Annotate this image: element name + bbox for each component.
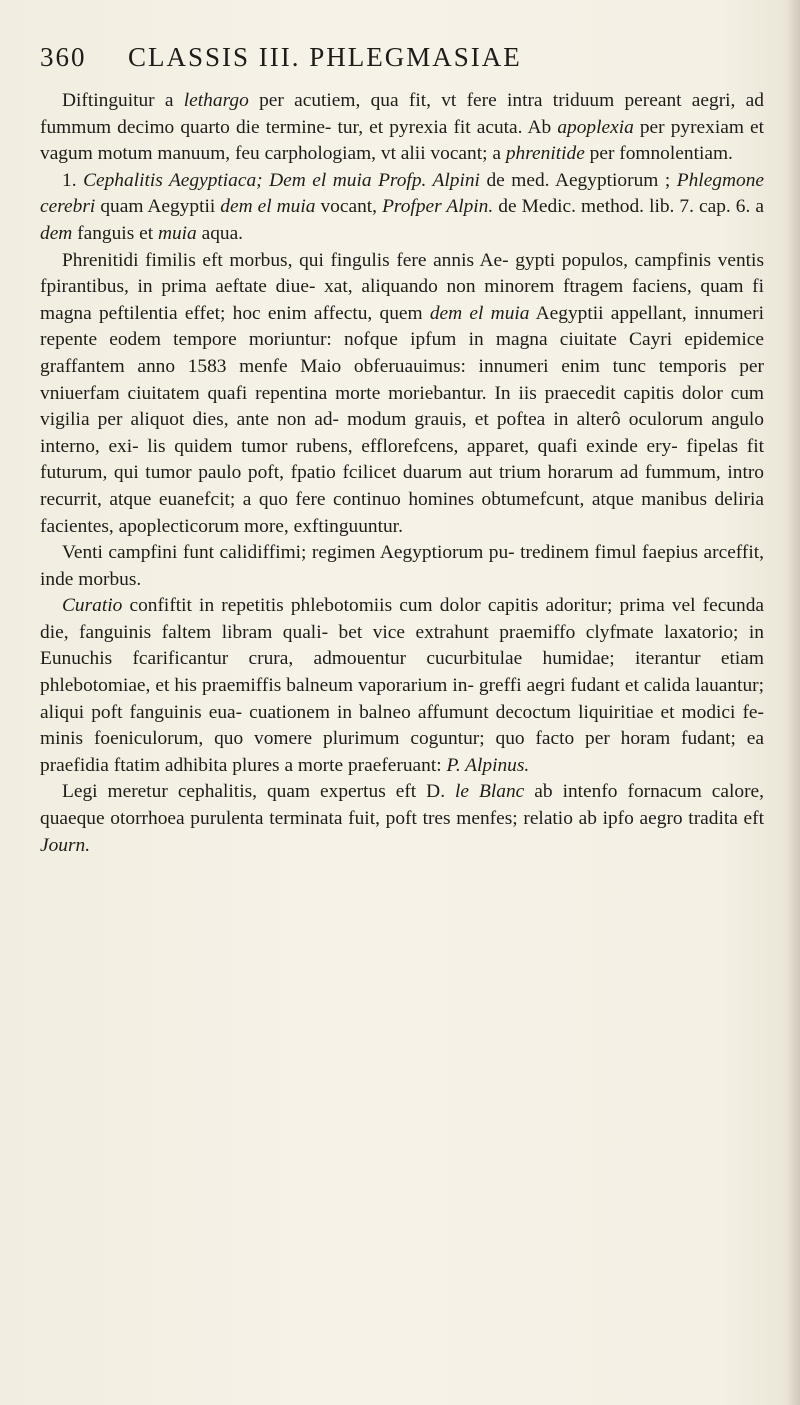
italic-text-run: Journ. (40, 834, 91, 856)
page-edge-shadow (786, 0, 800, 1405)
paragraph-le-blanc (40, 779, 764, 859)
italic-text-run: apoplexia (557, 116, 634, 138)
text-run: confiftit in repetitis phlebotomiis cum dolor capitis adoritur; prima vel fecunda die, fanguinis faltem libram quali- bet vice extrahunt praemiffo clyfmate laxatorio; in Eunuchis fcarificantur crura, admouentur cucurbitulae humidae; iterantur etiam phlebotomiae, et his praemiffis balneum vaporarium in- greffi aegri fudant et calida lauantur; aliqui poft fanguinis eua- cuationem in balneo affumunt decoctum liquiritiae et modici fe- minis foeniculorum, quo vomere plurimum coguntur; quo facto per horam fudant; ea praefidia ftatim adhibita plures a morte praeferuant: (40, 595, 764, 776)
italic-text-run: dem el muia (220, 196, 316, 218)
italic-text-run: dem (40, 222, 73, 244)
text-run: de med. Aegyptiorum ; (479, 169, 677, 191)
italic-text-run: Profper Alpin. (382, 196, 494, 218)
italic-text-run: dem el muia (429, 302, 530, 324)
text-run: ab intenfo fornacum calore, quaeque otorrhoea purulenta terminata fuit, poft tres menfes; relatio ab ipfo aegro tradita eft (40, 781, 765, 830)
text-run: fanguis et (72, 222, 158, 244)
italic-text-run: Phlegmone cerebri (40, 169, 764, 218)
text-run: per acutiem, qua fit, vt fere intra triduum pereant aegri, ad fummum decimo quarto die termine- tur, et pyrexia fit acuta. Ab (40, 90, 764, 138)
text-run: Phrenitidi fimilis eft morbus, qui fingulis fere annis Ae- gypti populos, campfinis ventis fpirantibus, in prima aeftate diue- xat, aliquando non minorem ftragem faciens, quam fi magna peftilentia effet; hoc enim affectu, quem (40, 249, 764, 324)
text-run: aqua. (196, 222, 244, 244)
italic-text-run: lethargo (183, 90, 249, 111)
italic-text-run: Cephalitis Aegyptiaca; Dem el muia Profp. Alpini (83, 169, 480, 191)
italic-text-run: le Blanc (455, 781, 525, 803)
text-run: per fomnolentiam. (584, 143, 733, 165)
page-number: 360 (40, 42, 87, 72)
text-run: 1. (62, 169, 84, 191)
paragraph-curatio (40, 593, 764, 779)
text-run: vocant, (315, 196, 383, 218)
text-run: Aegyptii appellant, innumeri repente eodem tempore moriuntur: nofque ipfum in magna ciuitate Cayri epidemice graffantem anno 1583 menfe Maio obferuauimus: innumeri enim tunc temporis per vniuerfam ciuitatem quafi repentina morte moriebantur. In iis praecedit capitis dolor cum vigilia per aliquot dies, ante non ad- modum grauis, et poftea in alterô oculorum angulo interno, exi- lis quidem tumor rubens, efflorefcens, apparet, quafi exinde ery- fipelas fit futurum, qui tumor paulo poft, fpatio fcilicet duarum aut trium horarum ad fummum, intro recurrit, atque euanefcit; a quo fere continuo homines obtumefcunt, atque manibus deliria facientes, apoplecticorum more, exftinguuntur. (40, 302, 764, 537)
body-text (40, 88, 764, 859)
running-title: CLASSIS III. PHLEGMASIAE (128, 42, 522, 72)
paragraph-phrenitis-description (40, 248, 764, 541)
paragraph-venti-campsini (40, 540, 764, 593)
running-header (40, 42, 760, 82)
text-run: quam Aegyptii (95, 196, 221, 218)
text-run: Diftinguitur a (62, 90, 184, 111)
italic-text-run: phrenitide (505, 143, 585, 165)
paragraph-differential (40, 88, 764, 168)
italic-text-run: P. Alpinus. (446, 754, 530, 776)
text-run: per pyrexiam et vagum motum manuum, feu carphologiam, vt alii vocant; a (40, 116, 764, 165)
italic-text-run: Curatio (62, 595, 123, 617)
text-run: Legi meretur cephalitis, quam expertus eft D. (62, 781, 456, 803)
text-run: Venti campfini funt calidiffimi; regimen Aegyptiorum pu- tredinem fimul faepius arceffit, inde morbus. (40, 542, 764, 590)
text-run: de Medic. method. lib. 7. cap. 6. a (493, 196, 764, 218)
paragraph-cephalitis-aegyptiaca (40, 168, 764, 248)
italic-text-run: muia (157, 222, 197, 244)
